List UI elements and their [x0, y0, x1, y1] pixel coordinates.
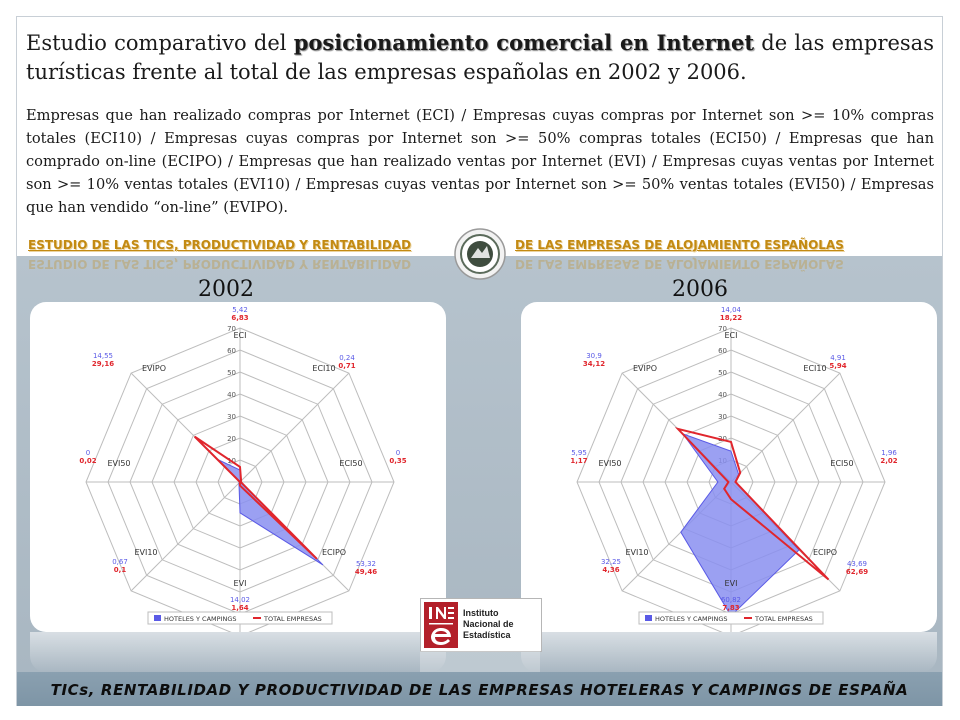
tick-label: 30 [227, 413, 236, 421]
banner-left-reflection: ESTUDIO DE LAS TICS, PRODUCTIVIDAD Y RENTABILIDAD [28, 257, 412, 271]
axis-label: ECI50 [339, 459, 363, 468]
legend-swatch-hoteles [645, 615, 652, 621]
grid-spoke [731, 373, 840, 482]
footer-text: TICs, RENTABILIDAD Y PRODUCTIVIDAD DE LAS EMPRESAS HOTELERAS Y CAMPINGS DE ESPAÑA [50, 681, 909, 699]
seal-icon [454, 228, 506, 280]
data-label: 1,17 [570, 457, 588, 465]
footer-bar [17, 672, 942, 706]
banner-right: DE LAS EMPRESAS DE ALOJAMIENTO ESPAÑOLAS [515, 238, 844, 252]
data-label: 14,55 [92, 352, 114, 360]
data-label: 1,64 [231, 604, 249, 612]
tick-label: 70 [718, 325, 727, 333]
radar-chart-2006 [521, 302, 937, 632]
frame-left-line [16, 16, 17, 706]
series-total-line [195, 437, 317, 559]
radar-chart-2002 [30, 302, 446, 632]
data-label: 0,24 [339, 354, 355, 362]
ine-logo-reflection [420, 651, 540, 673]
tick-label: 40 [718, 391, 727, 399]
chart-panel-2006-reflection [521, 632, 937, 672]
axis-label: EVI50 [598, 459, 622, 468]
axis-label: ECIPO [321, 548, 347, 557]
data-label: 30,9 [586, 352, 602, 360]
title-part2: de las empresas turísticas frente al total de las empresas españolas en 2002 y 2006. [26, 31, 934, 84]
legend-swatch-hoteles [154, 615, 161, 621]
axis-label: EVI10 [625, 548, 649, 557]
data-label: 34,12 [582, 360, 606, 368]
indicator-description: Empresas que han realizado compras por Internet (ECI) / Empresas cuyas compras por Internet son >= 10% compras totales (ECI10) / Empresas cuyas compras por Internet son >= 50% compras totales (ECI50) / Empresas que han comprado on-line (ECIPO) / Empresas que han realizado ventas por Internet (EVI) / Empresas cuyas ventas por Internet son >= 10% ventas totales (EVI10) / Empresas cuyas ventas por Internet son >= 50% ventas totales (EVI50) / Empresas que han vendido “on-line” (EVIPO). [26, 107, 934, 216]
data-label: 0,67 [112, 558, 128, 566]
grid-spoke [131, 482, 240, 591]
tick-label: 50 [718, 369, 727, 377]
chart-panel-2002-reflection [30, 632, 446, 672]
data-label: 60,82 [720, 596, 742, 604]
data-label: 0,71 [338, 362, 356, 370]
axis-label: ECI [724, 331, 738, 340]
grid-spoke [240, 373, 349, 482]
ine-text-line2: Nacional de [463, 619, 514, 629]
legend [639, 612, 823, 624]
tick-label: 60 [227, 347, 236, 355]
tick-label: 20 [227, 435, 236, 443]
data-label: 49,46 [354, 568, 378, 576]
data-label: 4,36 [602, 566, 620, 574]
axis-label: ECIPO [812, 548, 838, 557]
data-label: 32,25 [600, 558, 622, 566]
data-label: 62,69 [845, 568, 869, 576]
tick-label: 60 [718, 347, 727, 355]
slide-title [26, 28, 934, 87]
data-label: 7,83 [722, 604, 740, 612]
chart-panel-2006 [521, 302, 937, 632]
tick-label: 20 [718, 435, 727, 443]
frame-top-line [16, 16, 943, 17]
legend-label: TOTAL EMPRESAS [755, 615, 813, 623]
axis-label: ECI10 [312, 364, 336, 373]
data-label: 1,96 [881, 449, 897, 457]
legend-label: TOTAL EMPRESAS [264, 615, 322, 623]
data-label: 53,32 [355, 560, 377, 568]
ine-text-line1: Instituto [463, 608, 499, 618]
legend-label: HOTELES Y CAMPINGS [655, 615, 728, 623]
data-label: 2,02 [880, 457, 898, 465]
data-label: 0,35 [389, 457, 407, 465]
chart-panel-2002 [30, 302, 446, 632]
data-label: 5,42 [232, 306, 248, 314]
data-label: 4,91 [830, 354, 846, 362]
axis-label: ECI [233, 331, 247, 340]
tick-label: 30 [718, 413, 727, 421]
axis-label: EVIPO [141, 364, 167, 373]
data-label: 5,94 [829, 362, 847, 370]
axis-label: EVI [724, 579, 738, 588]
data-label: 29,16 [91, 360, 115, 368]
data-label: 43,69 [846, 560, 868, 568]
tick-label: 10 [227, 457, 236, 465]
year-label-2006: 2006 [672, 277, 728, 302]
tick-label: 50 [227, 369, 236, 377]
frame-right-line [942, 16, 943, 706]
data-label: 0,1 [113, 566, 127, 574]
series-hoteles-area [681, 434, 799, 616]
ine-mark-icon [424, 602, 458, 648]
year-label-2002: 2002 [198, 277, 254, 302]
data-label: 5,95 [571, 449, 587, 457]
data-label: 14,04 [720, 306, 742, 314]
ine-logo [420, 598, 542, 652]
data-label: 0,02 [79, 457, 97, 465]
axis-label: ECI10 [803, 364, 827, 373]
ine-text-line3: Estadística [463, 630, 511, 640]
legend [148, 612, 332, 624]
axis-label: ECI50 [830, 459, 854, 468]
data-label: 14,02 [229, 596, 251, 604]
axis-label: EVIPO [632, 364, 658, 373]
banner-left: ESTUDIO DE LAS TICS, PRODUCTIVIDAD Y RENTABILIDAD [28, 238, 412, 252]
title-bold: posicionamiento comercial en Internet [293, 30, 755, 55]
axis-label: EVI [233, 579, 247, 588]
legend-label: HOTELES Y CAMPINGS [164, 615, 237, 623]
data-label: 0 [395, 449, 401, 457]
tick-label: 70 [227, 325, 236, 333]
title-part1: Estudio comparativo del [26, 31, 294, 55]
axis-label: EVI50 [107, 459, 131, 468]
banner-right-reflection: DE LAS EMPRESAS DE ALOJAMIENTO ESPAÑOLAS [515, 257, 844, 271]
data-label: 0 [85, 449, 91, 457]
data-label: 18,22 [719, 314, 743, 322]
data-label: 6,83 [231, 314, 249, 322]
axis-label: EVI10 [134, 548, 158, 557]
tick-label: 40 [227, 391, 236, 399]
